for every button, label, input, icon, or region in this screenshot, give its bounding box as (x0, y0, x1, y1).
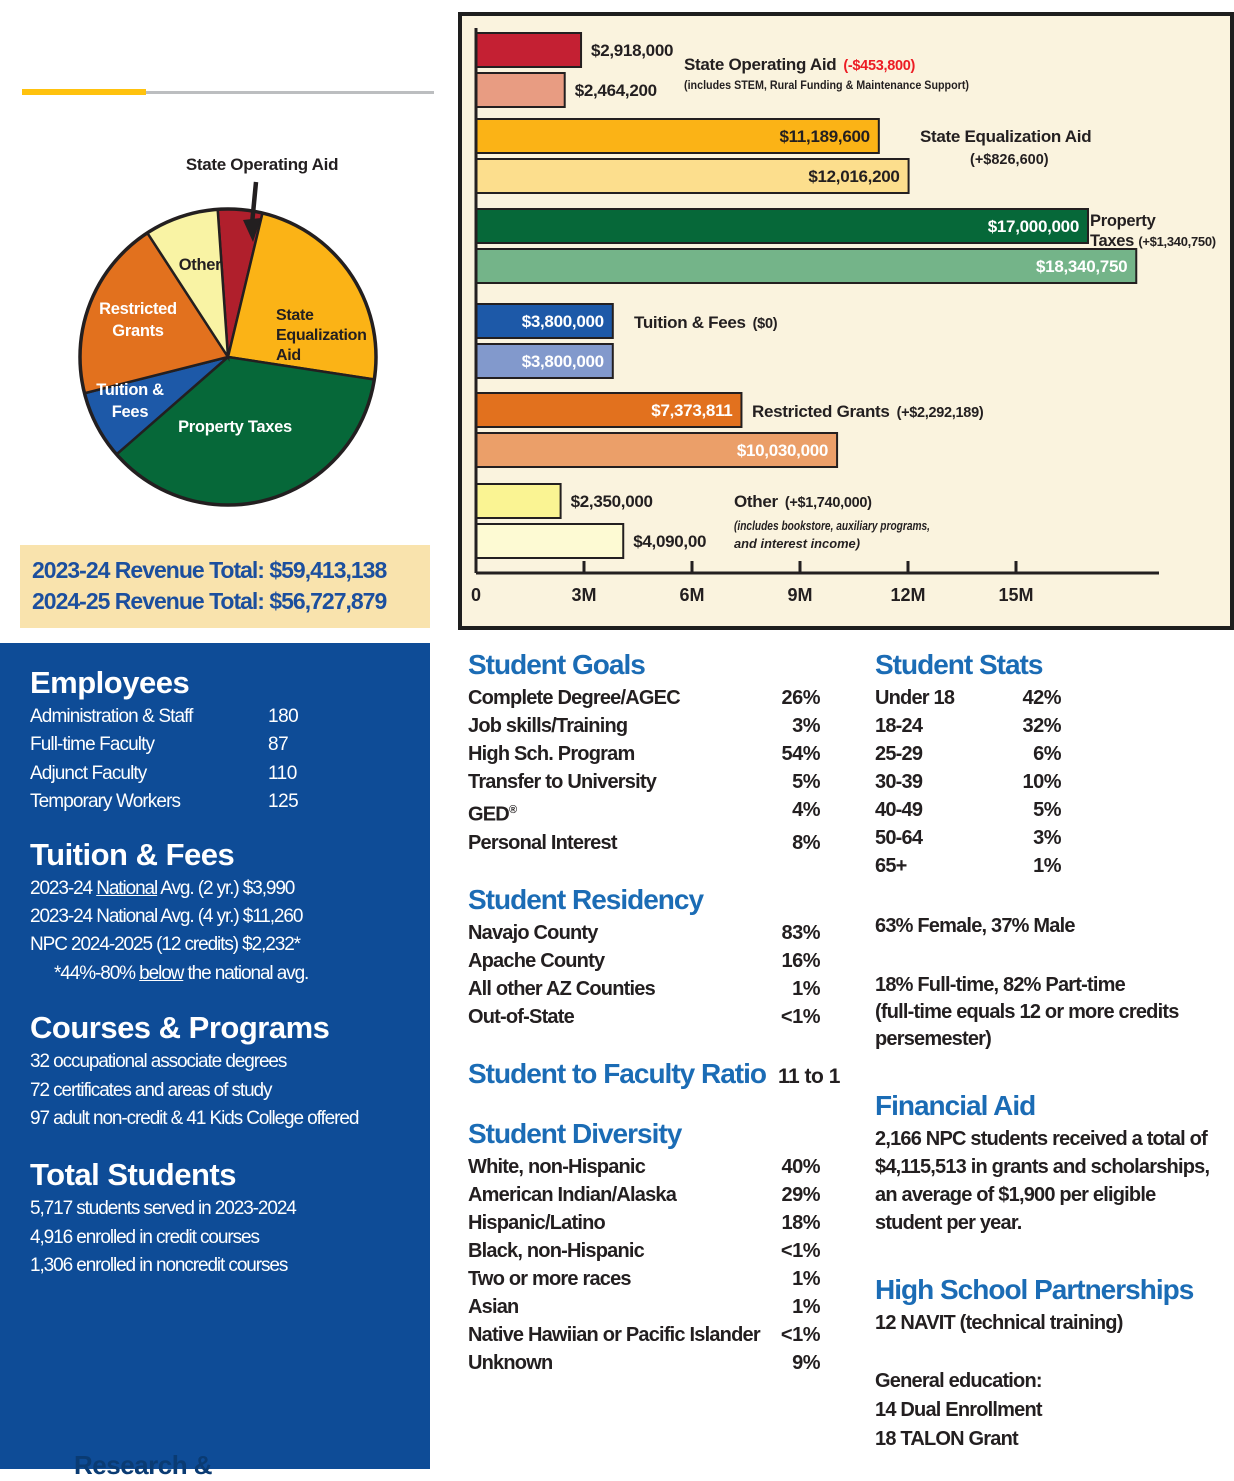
text-line: 2,166 NPC students received a total of (875, 1128, 1207, 1150)
table-row (875, 768, 1061, 796)
text-segment: 2023-24 National Avg. (4 yr.) $11,260 (30, 906, 303, 928)
group-title: Tuition & Fees ($0) (634, 313, 778, 332)
bar-value-label: $18,340,750 (1036, 257, 1128, 276)
row-value: 29% (781, 1183, 820, 1206)
bar-value-label: $4,090,00 (633, 532, 707, 551)
table-row (875, 852, 1061, 880)
text-line (30, 903, 424, 931)
x-tick-label: 6M (679, 585, 705, 605)
text-segment: 2023-24 (30, 877, 97, 899)
table-row (875, 712, 1061, 740)
row-value: 54% (781, 743, 820, 765)
row-label: Asian (468, 1295, 519, 1318)
student-faculty-ratio-value: 11 to 1 (778, 1064, 840, 1088)
row-value: 110 (268, 762, 297, 784)
row-label: Adjunct Faculty (30, 762, 147, 784)
row-value: 40% (781, 1155, 820, 1178)
text-line: 18 TALON Grant (875, 1428, 1018, 1450)
divider-gray-bar (146, 91, 434, 94)
bar-value-label: $2,918,000 (591, 41, 674, 60)
table-row (468, 1349, 820, 1377)
row-label: Out-of-State (468, 1005, 574, 1028)
bar-value-label: $10,030,000 (736, 441, 829, 460)
row-value: <1% (780, 1323, 820, 1346)
total-students-section (30, 1157, 424, 1280)
pie-label: State (276, 307, 314, 324)
x-tick-label: 15M (998, 585, 1034, 605)
pie-label: Grants (112, 322, 164, 340)
row-label: 30-39 (875, 771, 923, 793)
text-line: persemester) (875, 1028, 992, 1050)
text-line: 18% Full-time, 82% Part-time (875, 974, 1125, 996)
text-line: $4,115,513 in grants and scholarships, (875, 1156, 1210, 1178)
row-value: 10% (1022, 771, 1061, 793)
general-education-block (875, 1367, 1231, 1454)
pie-label: Aid (276, 347, 301, 364)
bar-2023-24 (476, 484, 561, 518)
tuition-fees-section (30, 837, 424, 989)
bar-value-label: $11,189,600 (779, 127, 870, 146)
employees-table (30, 703, 424, 817)
student-diversity-title: Student Diversity (468, 1117, 682, 1149)
student-diversity-table (468, 1153, 840, 1377)
bar-value-label: $3,800,000 (521, 312, 604, 331)
text-line: General education: (875, 1370, 1042, 1392)
table-row (875, 740, 1061, 768)
high-school-partnerships-title: High School Partnerships (875, 1274, 1194, 1305)
row-label: Two or more races (468, 1267, 631, 1290)
revenue-total-2024: 2024-25 Revenue Total: $56,727,879 (32, 588, 387, 614)
text-segment: NPC 2024-2025 (12 credits) $2,232* (30, 934, 300, 956)
row-label: Job skills/Training (468, 715, 628, 737)
group-title: Other (+$1,740,000) (734, 492, 872, 511)
x-tick-label: 0 (470, 585, 482, 605)
row-value: 83% (781, 921, 820, 944)
student-stats-table (875, 684, 1231, 880)
x-tick-label: 12M (890, 585, 926, 605)
revenue-pie-chart (20, 140, 430, 530)
group-title: Property (1090, 212, 1156, 230)
row-label: Apache County (468, 949, 605, 972)
table-row (468, 1321, 820, 1349)
student-faculty-ratio-title: Student to Faculty Ratio (468, 1057, 766, 1089)
text-line (30, 960, 424, 988)
student-faculty-ratio-section (468, 1057, 840, 1093)
table-row (30, 760, 360, 788)
row-label: American Indian/Alaska (468, 1183, 677, 1206)
row-label: Administration & Staff (30, 706, 193, 727)
row-value: 4% (792, 799, 820, 821)
row-label: Complete Degree/AGEC (468, 687, 680, 709)
student-goals-table (468, 684, 840, 857)
table-row (468, 975, 820, 1003)
row-value: 42% (1022, 687, 1061, 709)
row-label: Native Hawiian or Pacific Islander (468, 1323, 760, 1346)
row-value: 87 (268, 734, 289, 756)
pie-label: Fees (111, 403, 149, 421)
revenue-bar-chart-frame (458, 12, 1234, 630)
text-line: 5,717 students served in 2023-2024 (30, 1198, 296, 1220)
text-line (30, 875, 424, 903)
table-row (875, 824, 1061, 852)
text-line: 97 adult non-credit & 41 Kids College offered (30, 1108, 359, 1130)
text-segment: the national avg. (183, 962, 309, 984)
financial-aid-text (875, 1125, 1231, 1237)
row-value: <1% (780, 1239, 820, 1262)
courses-programs-title: Courses & Programs (30, 1010, 330, 1046)
footer-partial-text: Research & (74, 1450, 213, 1480)
text-line: 4,916 enrolled in credit courses (30, 1226, 259, 1248)
bar-value-label: $17,000,000 (987, 217, 1079, 236)
stats-column-left (468, 648, 840, 1377)
student-goals-title: Student Goals (468, 649, 645, 680)
row-label: 50-64 (875, 827, 923, 849)
group-subnote: (includes STEM, Rural Funding & Maintenance Support) (684, 78, 969, 92)
group-note: (+$826,600) (970, 152, 1049, 168)
underlined-text: below (139, 962, 184, 984)
row-label: Navajo County (468, 921, 598, 944)
row-value: 5% (1033, 799, 1061, 821)
x-tick-label: 3M (571, 585, 597, 605)
bar-2024-25 (476, 73, 565, 107)
row-value: 1% (792, 1267, 820, 1290)
underlined-text: National (96, 877, 158, 899)
table-row (468, 740, 820, 768)
row-label: White, non-Hispanic (468, 1155, 646, 1178)
pie-label: Property Taxes (178, 418, 292, 436)
student-residency-title: Student Residency (468, 883, 704, 915)
row-value: 125 (268, 791, 299, 813)
table-row (468, 712, 820, 740)
student-stats-section (875, 648, 1231, 880)
text-line: an average of $1,900 per eligible (875, 1184, 1156, 1206)
row-value: 3% (792, 715, 820, 737)
pie-callout-label: State Operating Aid (185, 155, 339, 174)
row-label: 40-49 (875, 799, 923, 821)
row-label: Under 18 (875, 687, 955, 709)
table-row (468, 796, 820, 829)
courses-programs-lines (30, 1048, 424, 1133)
text-line: 72 certificates and areas of study (30, 1079, 272, 1101)
bar-value-label: $3,800,000 (521, 352, 604, 371)
table-row (875, 684, 1061, 712)
row-label: 65+ (875, 855, 907, 877)
student-goals-section (468, 648, 840, 857)
row-value: 9% (792, 1351, 820, 1374)
row-value: 5% (792, 771, 820, 793)
group-title: State Operating Aid (-$453,800) (684, 55, 916, 74)
row-value: 26% (781, 687, 820, 709)
text-segment: Avg. (2 yr.) $3,990 (157, 877, 295, 899)
pie-label: Tuition & (96, 381, 164, 399)
table-row (468, 1181, 820, 1209)
navit-line: 12 NAVIT (technical training) (875, 1312, 1123, 1334)
bar-2024-25 (476, 524, 623, 558)
tuition-fees-title: Tuition & Fees (30, 836, 235, 872)
row-label: Unknown (468, 1351, 553, 1374)
student-stats-title: Student Stats (875, 649, 1043, 680)
bar-value-label: $7,373,811 (651, 401, 733, 420)
revenue-totals-box (20, 545, 430, 628)
text-line: student per year. (875, 1212, 1022, 1234)
row-label: Hispanic/Latino (468, 1211, 605, 1234)
student-diversity-section (468, 1117, 840, 1377)
row-label: 25-29 (875, 743, 923, 765)
group-subnote-italic: and interest income) (734, 536, 860, 551)
table-row (468, 1265, 820, 1293)
row-label: GED® (468, 803, 518, 826)
table-row (468, 1153, 820, 1181)
group-title: State Equalization Aid (920, 127, 1092, 146)
text-line: 14 Dual Enrollment (875, 1399, 1042, 1421)
row-label: Transfer to University (468, 771, 657, 793)
employees-section (30, 665, 424, 817)
pie-label: Restricted (99, 300, 177, 318)
pie-label: Equalization (276, 327, 367, 344)
row-label: All other AZ Counties (468, 977, 655, 1000)
table-row (30, 731, 360, 759)
employees-title: Employees (30, 665, 190, 700)
registered-mark: ® (508, 804, 518, 816)
bar-2023-24 (476, 33, 581, 67)
row-label: Personal Interest (468, 831, 617, 854)
financial-aid-section (875, 1089, 1231, 1237)
stats-column-right (875, 648, 1231, 1454)
revenue-total-2023: 2023-24 Revenue Total: $59,413,138 (32, 557, 387, 583)
courses-programs-section (30, 1010, 424, 1133)
row-label: Full-time Faculty (30, 734, 155, 756)
divider-yellow-bar (22, 89, 146, 95)
revenue-bar-chart (462, 16, 1230, 626)
text-line: (full-time equals 12 or more credits (875, 1001, 1179, 1023)
text-segment: *44%-80% (54, 962, 140, 984)
high-school-partnerships-section (875, 1273, 1231, 1454)
student-residency-section (468, 883, 840, 1031)
row-value: 32% (1022, 715, 1061, 737)
table-row (468, 1293, 820, 1321)
student-residency-table (468, 919, 840, 1031)
row-value: 3% (1033, 827, 1061, 849)
row-label: Temporary Workers (30, 791, 181, 813)
fulltime-parttime-block (875, 972, 1231, 1053)
table-row (468, 919, 820, 947)
row-value: 18% (781, 1211, 820, 1234)
group-subnote-italic: (includes bookstore, auxiliary programs, (734, 518, 930, 533)
pie-label: Other (178, 256, 222, 274)
row-value: 16% (781, 949, 820, 972)
row-value: 1% (1033, 855, 1061, 877)
table-row (468, 768, 820, 796)
financial-aid-title: Financial Aid (875, 1090, 1036, 1121)
table-row (468, 684, 820, 712)
row-value: 8% (792, 831, 820, 854)
row-value: <1% (780, 1005, 820, 1028)
table-row (468, 1003, 820, 1031)
bar-value-label: $12,016,200 (808, 167, 900, 186)
row-label: 18-24 (875, 715, 923, 737)
text-line: 1,306 enrolled in noncredit courses (30, 1255, 288, 1277)
table-row (468, 829, 820, 857)
row-label: Black, non-Hispanic (468, 1239, 644, 1262)
table-row (30, 788, 360, 816)
tuition-fees-lines (30, 875, 424, 989)
text-line: 32 occupational associate degrees (30, 1051, 287, 1073)
gender-split-line: 63% Female, 37% Male (875, 915, 1075, 937)
bar-value-label: $2,464,200 (574, 81, 657, 100)
bar-value-label: $2,350,000 (570, 492, 653, 511)
row-value: 6% (1033, 743, 1061, 765)
table-row (468, 1209, 820, 1237)
table-row (468, 947, 820, 975)
row-value: 1% (792, 1295, 820, 1318)
text-line (30, 931, 424, 959)
total-students-title: Total Students (30, 1157, 236, 1193)
row-value: 1% (792, 977, 820, 1000)
table-row (30, 703, 360, 731)
table-row (875, 796, 1061, 824)
group-title: Restricted Grants (+$2,292,189) (752, 402, 984, 421)
row-label: High Sch. Program (468, 743, 635, 765)
row-value: 180 (268, 706, 299, 727)
group-title: Taxes (+$1,340,750) (1090, 232, 1216, 250)
x-tick-label: 9M (787, 585, 813, 605)
facts-panel (0, 643, 430, 1469)
table-row (468, 1237, 820, 1265)
total-students-lines (30, 1195, 424, 1280)
